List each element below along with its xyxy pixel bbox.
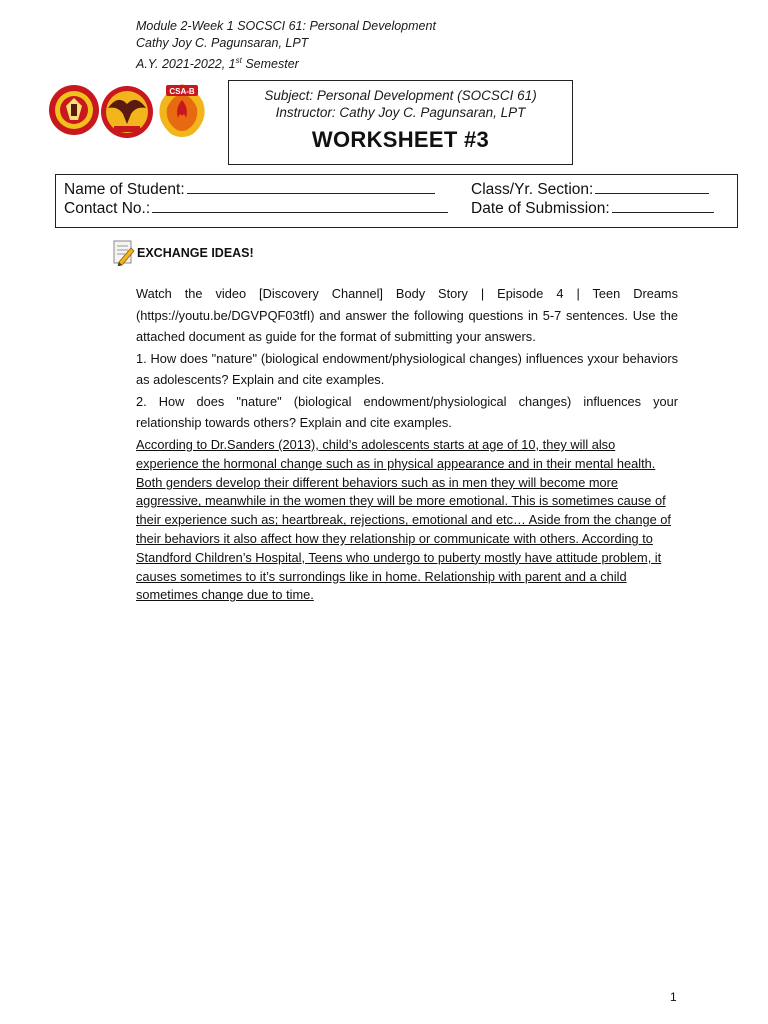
class-section-field[interactable] [471,179,709,199]
header-author-line: Cathy Joy C. Pagunsaran, LPT [136,36,309,50]
subject-line: Subject: Personal Development (SOCSCI 61) [264,88,537,103]
student-info-box [55,174,738,228]
exchange-ideas-label: EXCHANGE IDEAS! [137,246,254,260]
question-2: 2. How does "nature" (biological endowment/physiological changes) influences your relationship towards others? Explain and cite examples. [136,393,678,430]
class-section-blank-line[interactable] [595,179,709,194]
university-seal-logo [48,84,100,136]
name-blank-line[interactable] [187,179,435,194]
date-blank-line[interactable] [612,198,714,213]
csa-b-logo-text: CSA-B [169,87,195,96]
worksheet-title: WORKSHEET #3 [311,127,490,152]
instructor-line: Instructor: Cathy Joy C. Pagunsaran, LPT [275,105,526,120]
date-submission-label: Date of Submission: [471,200,610,217]
document-header [136,18,436,73]
contact-field[interactable] [64,198,448,218]
csa-b-shield-logo [153,82,211,140]
question-1: 1. How does "nature" (biological endowment/physiological changes) influences yxour behaviors as adolescents? Explain and cite examples. [136,350,678,387]
contact-label: Contact No.: [64,200,151,217]
date-submission-field[interactable] [471,198,714,218]
page-number: 1 [670,990,677,1004]
class-section-label: Class/Yr. Section: [471,181,594,198]
name-field[interactable] [64,179,435,199]
subject-box [228,80,573,165]
contact-blank-line[interactable] [152,198,448,213]
school-logos [48,84,210,140]
eagle-crest-logo [100,84,154,140]
header-module-line: Module 2-Week 1 SOCSCI 61: Personal Development [136,19,436,33]
header-year-line: A.Y. 2021-2022, 1st Semester [136,56,299,72]
student-answer: According to Dr.Sanders (2013), child’s adolescents starts at age of 10, they will also experience the hormonal change such as in physical appearance and in their mental health. Both genders develop their different behaviors such as in men they will become more aggressive, meanwhile in the women they will be more emotional. This is sometimes cause of their experience such as; heartbreak, rejections, emotional and etc… Aside from the change of their behaviors it also affect how they relationship or communicate with others. According to Standford Children’s Hospital, Teens who undergo to puberty mostly have attitude problem, it causes sometimes to it’s surrondings like in home. Relationship with parent and a child sometimes change due to time. [136,437,671,603]
name-label: Name of Student: [64,181,185,198]
instructions [136,283,678,434]
pencil-note-icon [113,240,135,266]
instructions-paragraph: Watch the video [Discovery Channel] Body Story | Episode 4 | Teen Dreams (https://youtu.be/DGVPQF03tfI) and answer the following questions in 5-7 sentences. Use the attached document as guide for the format of submitting your answers. [136,286,678,344]
